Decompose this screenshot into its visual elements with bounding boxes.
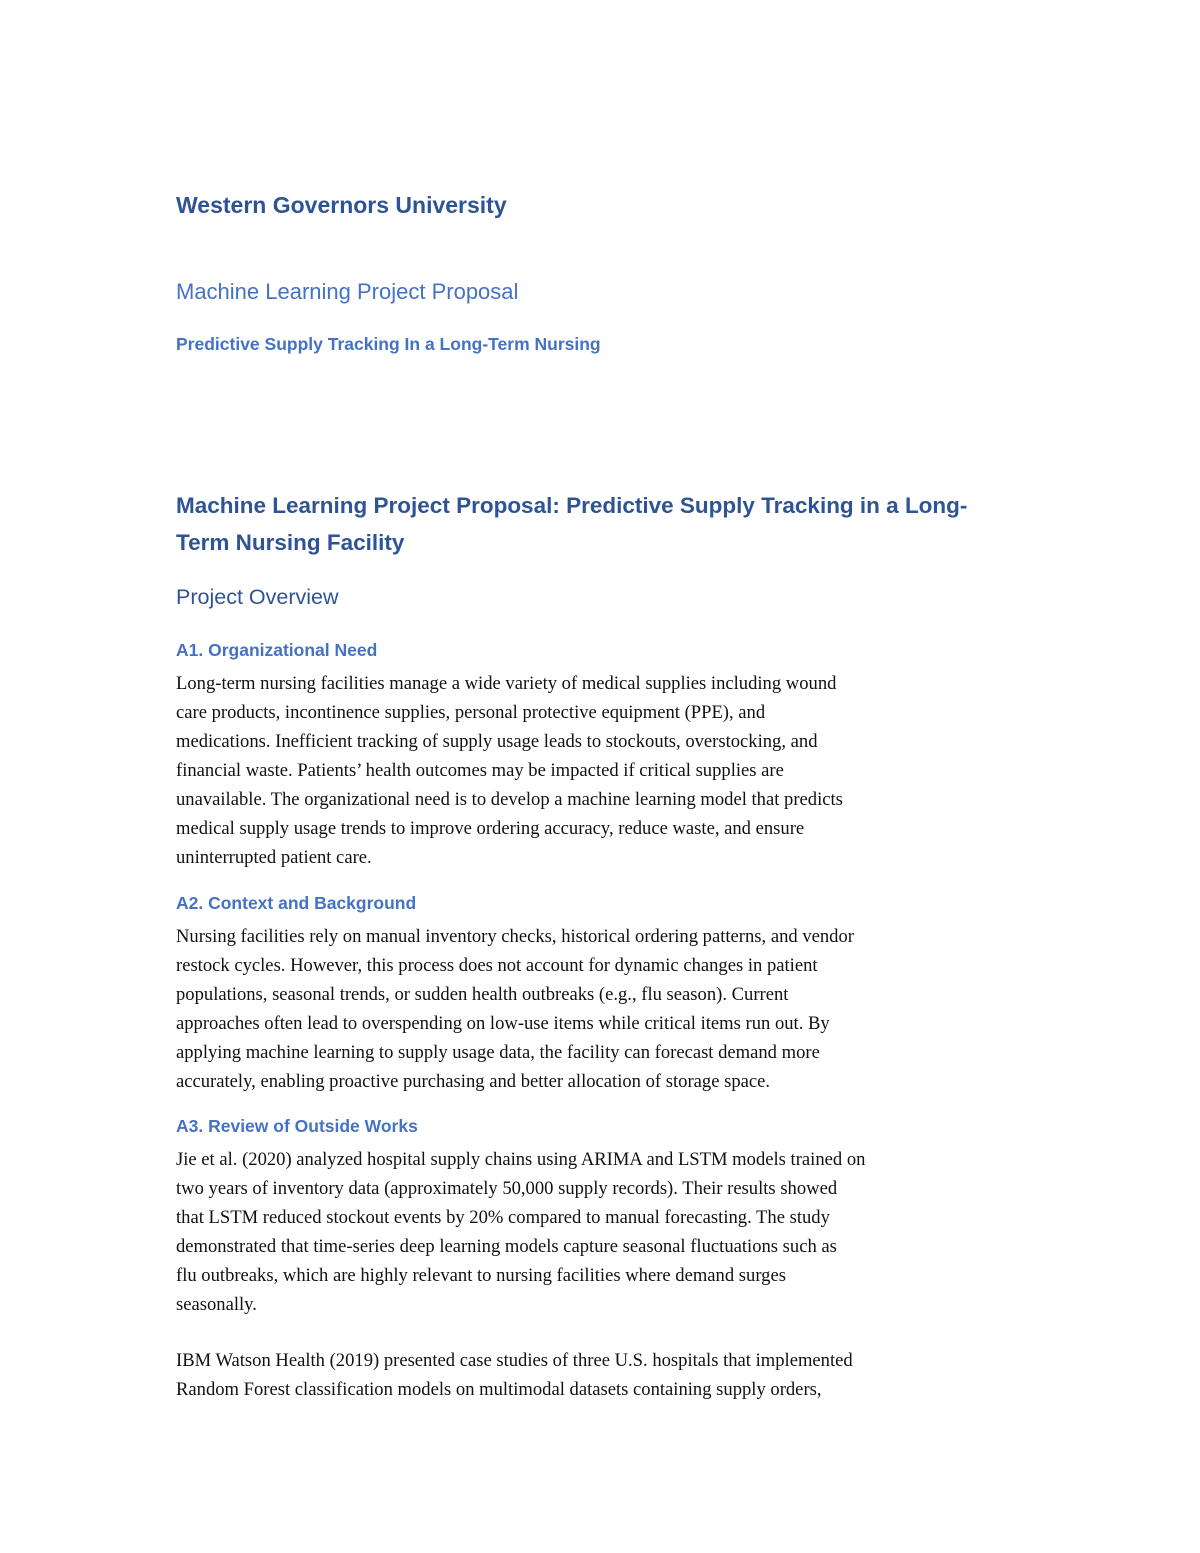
text-line: care products, incontinence supplies, personal protective equipment (PPE), and — [176, 702, 766, 723]
subsection-heading-context-background: A2. Context and Background — [176, 893, 417, 913]
text-line: unavailable. The organizational need is to develop a machine learning model that predicts — [176, 789, 843, 810]
text-line: Jie et al. (2020) analyzed hospital supply chains using ARIMA and LSTM models trained on — [176, 1149, 866, 1170]
subsection-heading-outside-works: A3. Review of Outside Works — [176, 1116, 418, 1136]
text-line: medical supply usage trends to improve ordering accuracy, reduce waste, and ensure — [176, 818, 805, 839]
text-line: Nursing facilities rely on manual inventory checks, historical ordering patterns, and vendor — [176, 926, 854, 947]
paragraph-organizational-need — [176, 669, 1026, 872]
institution-name: Western Governors University — [176, 192, 507, 218]
text-line: demonstrated that time-series deep learning models capture seasonal fluctuations such as — [176, 1236, 837, 1257]
text-line: restock cycles. However, this process does not account for dynamic changes in patient — [176, 955, 818, 976]
title-line: Machine Learning Project Proposal: Predictive Supply Tracking in a Long- — [176, 493, 968, 518]
text-line: two years of inventory data (approximately 50,000 supply records). Their results showed — [176, 1178, 838, 1199]
text-line: seasonally. — [176, 1294, 257, 1315]
text-line: financial waste. Patients’ health outcomes may be impacted if critical supplies are — [176, 760, 784, 781]
subsection-heading-organizational-need: A1. Organizational Need — [176, 640, 378, 660]
section-heading-project-overview: Project Overview — [176, 585, 339, 609]
proposal-subtitle: Predictive Supply Tracking In a Long-Term Nursing — [176, 334, 601, 354]
text-line: applying machine learning to supply usage data, the facility can forecast demand more — [176, 1042, 820, 1063]
text-line: approaches often lead to overspending on low-use items while critical items run out. By — [176, 1013, 830, 1034]
document-title — [176, 487, 1026, 561]
text-line: populations, seasonal trends, or sudden health outbreaks (e.g., flu season). Current — [176, 984, 789, 1005]
text-line: Random Forest classification models on multimodal datasets containing supply orders, — [176, 1379, 822, 1400]
paragraph-ibm-watson — [176, 1346, 1026, 1404]
paragraph-context-background — [176, 922, 1026, 1096]
text-line: IBM Watson Health (2019) presented case studies of three U.S. hospitals that implemented — [176, 1350, 853, 1371]
text-line: medications. Inefficient tracking of supply usage leads to stockouts, overstocking, and — [176, 731, 818, 752]
text-line: flu outbreaks, which are highly relevant to nursing facilities where demand surges — [176, 1265, 786, 1286]
paragraph-outside-works — [176, 1145, 1026, 1319]
text-line: Long-term nursing facilities manage a wide variety of medical supplies including wound — [176, 673, 837, 694]
text-line: uninterrupted patient care. — [176, 847, 372, 868]
proposal-label: Machine Learning Project Proposal — [176, 279, 519, 304]
title-line: Term Nursing Facility — [176, 530, 405, 555]
text-line: that LSTM reduced stockout events by 20% compared to manual forecasting. The study — [176, 1207, 830, 1228]
text-line: accurately, enabling proactive purchasing and better allocation of storage space. — [176, 1071, 771, 1092]
